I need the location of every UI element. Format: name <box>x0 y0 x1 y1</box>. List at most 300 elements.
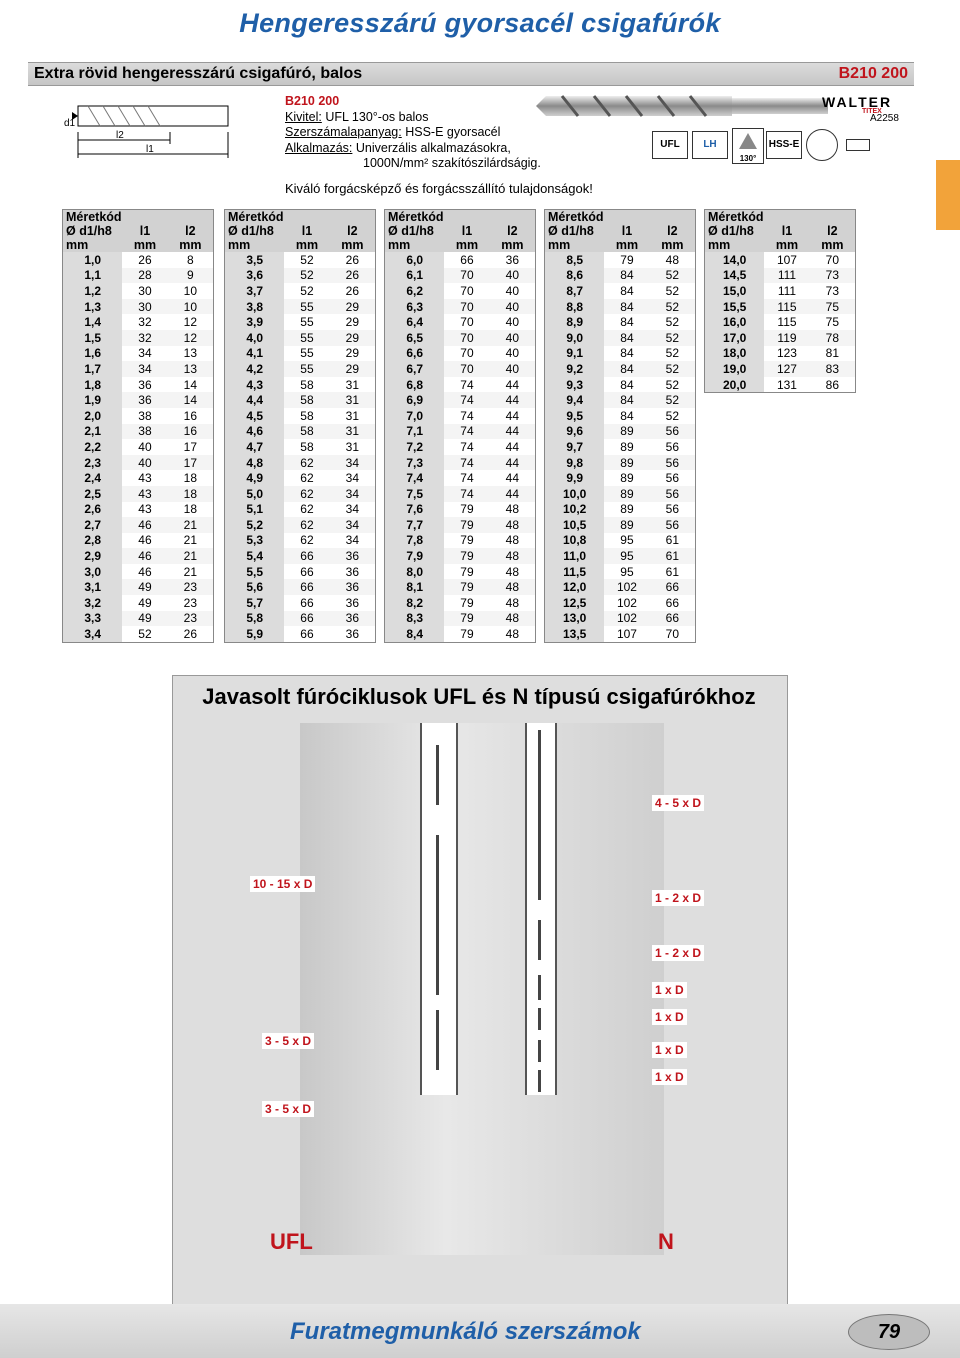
table-row <box>385 377 536 393</box>
table-row <box>225 439 376 455</box>
cell-l2: 56 <box>650 502 696 518</box>
cell-diameter: 6,9 <box>385 392 445 408</box>
table-row <box>63 455 214 471</box>
cell-l2: 52 <box>650 346 696 362</box>
cell-l2: 40 <box>490 314 536 330</box>
header-diameter: Ø d1/h8 <box>705 224 765 238</box>
peck-n-4 <box>538 1008 541 1030</box>
table-row <box>545 424 696 440</box>
cycle-label-j: 3 - 5 x D <box>262 1101 314 1117</box>
header-unit: mm <box>385 238 445 252</box>
cell-l2: 40 <box>490 283 536 299</box>
cell-l1: 79 <box>444 626 489 642</box>
table-row <box>385 626 536 642</box>
cell-l2: 81 <box>810 346 856 362</box>
cell-diameter: 3,3 <box>63 611 123 627</box>
cell-l2: 52 <box>650 392 696 408</box>
cell-l1: 89 <box>604 455 649 471</box>
header-meretkod: Méretkód <box>545 210 696 225</box>
cell-l2: 48 <box>490 502 536 518</box>
cell-l2: 61 <box>650 548 696 564</box>
table-row <box>545 439 696 455</box>
cell-l2: 40 <box>490 299 536 315</box>
header-l1: l1 <box>284 224 329 238</box>
hole-n <box>525 723 557 1095</box>
cell-diameter: 2,2 <box>63 439 123 455</box>
cell-l1: 107 <box>764 252 809 268</box>
cell-diameter: 12,5 <box>545 595 605 611</box>
cell-diameter: 2,5 <box>63 486 123 502</box>
cell-diameter: 17,0 <box>705 330 765 346</box>
cell-l1: 123 <box>764 346 809 362</box>
cell-l2: 29 <box>330 361 376 377</box>
cell-l1: 74 <box>444 424 489 440</box>
tagline: Kiváló forgácsképző és forgácsszállító tulajdonságok! <box>285 181 593 196</box>
cell-l1: 95 <box>604 533 649 549</box>
table-row <box>545 470 696 486</box>
cell-l1: 70 <box>444 361 489 377</box>
strength-value: 1000N/mm² szakítószilárdságig. <box>363 156 541 170</box>
table-row <box>225 564 376 580</box>
cell-l2: 18 <box>168 486 214 502</box>
table-row <box>545 611 696 627</box>
cell-diameter: 3,6 <box>225 268 285 284</box>
cell-diameter: 7,6 <box>385 502 445 518</box>
cell-l2: 14 <box>168 392 214 408</box>
header-unit-l1: mm <box>122 238 167 252</box>
cell-diameter: 4,9 <box>225 470 285 486</box>
cell-l2: 44 <box>490 486 536 502</box>
cell-l1: 111 <box>764 268 809 284</box>
cell-diameter: 8,5 <box>545 252 605 268</box>
cell-diameter: 4,7 <box>225 439 285 455</box>
cell-l2: 13 <box>168 346 214 362</box>
cell-diameter: 11,0 <box>545 548 605 564</box>
cell-diameter: 8,3 <box>385 611 445 627</box>
cell-diameter: 13,0 <box>545 611 605 627</box>
cell-l1: 79 <box>444 611 489 627</box>
cell-l1: 36 <box>122 377 167 393</box>
header-diameter: Ø d1/h8 <box>385 224 445 238</box>
header-diameter: Ø d1/h8 <box>225 224 285 238</box>
table-row <box>705 252 856 268</box>
cell-l2: 23 <box>168 595 214 611</box>
cell-diameter: 6,1 <box>385 268 445 284</box>
table-row <box>63 361 214 377</box>
table-row <box>545 595 696 611</box>
cell-l1: 111 <box>764 283 809 299</box>
cell-l1: 58 <box>284 439 329 455</box>
workpiece <box>300 723 664 1255</box>
cell-diameter: 9,6 <box>545 424 605 440</box>
material-value: HSS-E gyorsacél <box>405 125 501 139</box>
cell-l2: 34 <box>330 455 376 471</box>
section-tab <box>936 160 960 230</box>
cell-diameter: 8,9 <box>545 314 605 330</box>
table-row <box>225 579 376 595</box>
cell-l1: 62 <box>284 517 329 533</box>
table-row <box>385 283 536 299</box>
table-row <box>385 268 536 284</box>
cell-l2: 44 <box>490 439 536 455</box>
cell-diameter: 2,1 <box>63 424 123 440</box>
cell-l2: 26 <box>330 283 376 299</box>
cell-l2: 36 <box>330 611 376 627</box>
cell-l1: 70 <box>444 283 489 299</box>
table-row <box>545 533 696 549</box>
header-l1: l1 <box>444 224 489 238</box>
table-row <box>545 579 696 595</box>
cell-l2: 52 <box>650 268 696 284</box>
cell-l1: 74 <box>444 439 489 455</box>
cell-l2: 73 <box>810 283 856 299</box>
cell-l2: 31 <box>330 408 376 424</box>
cell-l1: 84 <box>604 314 649 330</box>
table-row <box>385 470 536 486</box>
table-row <box>545 392 696 408</box>
cell-l1: 58 <box>284 392 329 408</box>
cell-l1: 46 <box>122 548 167 564</box>
cell-l2: 66 <box>650 595 696 611</box>
cell-diameter: 7,3 <box>385 455 445 471</box>
cell-l1: 131 <box>764 377 809 393</box>
cell-l1: 127 <box>764 361 809 377</box>
cell-l2: 29 <box>330 314 376 330</box>
table-row <box>385 439 536 455</box>
table-row <box>225 424 376 440</box>
table-row <box>385 361 536 377</box>
cell-diameter: 8,8 <box>545 299 605 315</box>
cell-l1: 89 <box>604 424 649 440</box>
cycle-label-i: 1 x D <box>652 1069 687 1085</box>
table-row <box>63 548 214 564</box>
cell-l2: 36 <box>490 252 536 268</box>
table-row <box>63 579 214 595</box>
cell-diameter: 5,1 <box>225 502 285 518</box>
cell-diameter: 9,4 <box>545 392 605 408</box>
cell-diameter: 1,3 <box>63 299 123 315</box>
cell-l2: 36 <box>330 626 376 642</box>
table-row <box>545 252 696 268</box>
cell-diameter: 10,8 <box>545 533 605 549</box>
cell-l2: 52 <box>650 330 696 346</box>
table-row <box>225 346 376 362</box>
cell-l1: 58 <box>284 377 329 393</box>
cell-diameter: 19,0 <box>705 361 765 377</box>
cell-l1: 38 <box>122 424 167 440</box>
point-angle-label: 130° <box>739 154 757 163</box>
table-row <box>225 252 376 268</box>
cell-l2: 48 <box>490 533 536 549</box>
table-row <box>385 346 536 362</box>
header-unit-l1: mm <box>764 238 809 252</box>
table-row <box>545 330 696 346</box>
cell-l1: 70 <box>444 346 489 362</box>
brand-sub: TITEX <box>862 108 882 115</box>
cell-l2: 23 <box>168 611 214 627</box>
d1-label: d1 <box>64 118 76 129</box>
cell-diameter: 4,3 <box>225 377 285 393</box>
product-code: B210 200 <box>838 65 908 82</box>
table-row <box>63 377 214 393</box>
table-row <box>225 392 376 408</box>
table-row <box>63 517 214 533</box>
size-table <box>62 209 214 643</box>
size-table <box>224 209 376 643</box>
cell-l1: 89 <box>604 439 649 455</box>
cell-diameter: 1,9 <box>63 392 123 408</box>
cell-l1: 52 <box>284 252 329 268</box>
cell-l2: 48 <box>490 564 536 580</box>
cell-diameter: 5,9 <box>225 626 285 642</box>
cell-l1: 52 <box>122 626 167 642</box>
product-name: Extra rövid hengeresszárú csigafúró, balos <box>34 65 363 82</box>
cell-l1: 32 <box>122 314 167 330</box>
table-row <box>385 252 536 268</box>
table-row <box>385 533 536 549</box>
cell-diameter: 15,5 <box>705 299 765 315</box>
header-l2: l2 <box>490 224 536 238</box>
cell-l2: 13 <box>168 361 214 377</box>
table-row <box>225 330 376 346</box>
cell-l2: 29 <box>330 299 376 315</box>
cell-l1: 84 <box>604 377 649 393</box>
l1-label: l1 <box>146 144 154 155</box>
cell-l1: 55 <box>284 361 329 377</box>
cell-l2: 70 <box>810 252 856 268</box>
header-l1: l1 <box>764 224 809 238</box>
cell-l1: 84 <box>604 330 649 346</box>
cell-l2: 8 <box>168 252 214 268</box>
cell-l1: 66 <box>284 626 329 642</box>
cell-l1: 34 <box>122 346 167 362</box>
size-table <box>384 209 536 643</box>
cell-l2: 36 <box>330 548 376 564</box>
table-row <box>225 502 376 518</box>
table-row <box>705 330 856 346</box>
page-title: Hengeresszárú gyorsacél csigafúrók <box>239 8 721 38</box>
size-table <box>544 209 696 643</box>
cycle-label-g: 3 - 5 x D <box>262 1033 314 1049</box>
cell-l2: 40 <box>490 361 536 377</box>
cell-diameter: 4,8 <box>225 455 285 471</box>
header-unit-l1: mm <box>284 238 329 252</box>
cell-l1: 66 <box>444 252 489 268</box>
cell-diameter: 1,5 <box>63 330 123 346</box>
cycle-label-c: 1 - 2 x D <box>652 890 704 906</box>
cell-l2: 34 <box>330 486 376 502</box>
cell-l2: 26 <box>330 252 376 268</box>
cell-l1: 58 <box>284 408 329 424</box>
peck-n-6 <box>538 1070 541 1092</box>
table-row <box>63 424 214 440</box>
table-row <box>63 470 214 486</box>
table-row <box>545 346 696 362</box>
table-row <box>63 408 214 424</box>
header-l1: l1 <box>122 224 167 238</box>
cell-l1: 46 <box>122 517 167 533</box>
cell-diameter: 5,5 <box>225 564 285 580</box>
cell-l2: 16 <box>168 408 214 424</box>
hss-e-icon: HSS-E <box>766 131 802 159</box>
cell-l2: 34 <box>330 517 376 533</box>
cell-l1: 79 <box>444 533 489 549</box>
header-unit: mm <box>545 238 605 252</box>
table-row <box>385 579 536 595</box>
cell-l1: 28 <box>122 268 167 284</box>
cell-diameter: 6,3 <box>385 299 445 315</box>
cell-l1: 84 <box>604 283 649 299</box>
table-row <box>63 533 214 549</box>
application-value: Univerzális alkalmazásokra, <box>355 140 511 155</box>
table-row <box>63 439 214 455</box>
cell-l2: 56 <box>650 517 696 533</box>
cell-l1: 40 <box>122 439 167 455</box>
cell-l2: 75 <box>810 299 856 315</box>
cell-diameter: 6,4 <box>385 314 445 330</box>
cell-diameter: 5,7 <box>225 595 285 611</box>
header-unit-l2: mm <box>490 238 536 252</box>
table-row <box>545 626 696 642</box>
header-unit-l2: mm <box>650 238 696 252</box>
hole-ufl <box>420 723 458 1095</box>
cell-l2: 21 <box>168 564 214 580</box>
cell-diameter: 7,5 <box>385 486 445 502</box>
cell-l1: 84 <box>604 392 649 408</box>
cell-l1: 55 <box>284 330 329 346</box>
cell-l1: 119 <box>764 330 809 346</box>
header-l2: l2 <box>330 224 376 238</box>
cell-l2: 44 <box>490 470 536 486</box>
cell-diameter: 5,3 <box>225 533 285 549</box>
cell-diameter: 6,5 <box>385 330 445 346</box>
product-bar <box>28 62 914 86</box>
cell-l1: 46 <box>122 533 167 549</box>
header-meretkod: Méretkód <box>225 210 376 225</box>
cell-l1: 102 <box>604 579 649 595</box>
cell-diameter: 1,6 <box>63 346 123 362</box>
table-row <box>385 392 536 408</box>
cell-l2: 26 <box>330 268 376 284</box>
table-row <box>385 314 536 330</box>
header-diameter: Ø d1/h8 <box>63 224 123 238</box>
cycle-label-h: 1 x D <box>652 1042 687 1058</box>
cycle-label-e: 1 x D <box>652 982 687 998</box>
cell-diameter: 9,5 <box>545 408 605 424</box>
cell-l2: 23 <box>168 579 214 595</box>
cell-l1: 70 <box>444 268 489 284</box>
table-row <box>63 611 214 627</box>
table-row <box>705 283 856 299</box>
table-row <box>225 361 376 377</box>
cell-l1: 84 <box>604 408 649 424</box>
header-l2: l2 <box>810 224 856 238</box>
cell-l1: 52 <box>284 283 329 299</box>
table-row <box>63 486 214 502</box>
table-row <box>225 283 376 299</box>
cell-diameter: 7,1 <box>385 424 445 440</box>
cell-diameter: 13,5 <box>545 626 605 642</box>
cell-diameter: 8,1 <box>385 579 445 595</box>
cell-diameter: 15,0 <box>705 283 765 299</box>
table-row <box>225 299 376 315</box>
page-number: 79 <box>848 1314 930 1350</box>
header-unit: mm <box>705 238 765 252</box>
ufl-type-label: UFL <box>270 1229 313 1254</box>
header-meretkod: Méretkód <box>705 210 856 225</box>
drill-drawing <box>58 96 248 166</box>
cell-l1: 34 <box>122 361 167 377</box>
table-row <box>225 455 376 471</box>
cell-l1: 62 <box>284 533 329 549</box>
header-l2: l2 <box>650 224 696 238</box>
cell-l2: 48 <box>490 626 536 642</box>
cell-l1: 66 <box>284 579 329 595</box>
cell-diameter: 1,2 <box>63 283 123 299</box>
cell-l2: 52 <box>650 377 696 393</box>
cell-l1: 36 <box>122 392 167 408</box>
application-label: Alkalmazás: <box>285 140 353 155</box>
cell-diameter: 8,0 <box>385 564 445 580</box>
table-row <box>225 314 376 330</box>
table-row <box>545 548 696 564</box>
cell-l2: 34 <box>330 470 376 486</box>
header-diameter: Ø d1/h8 <box>545 224 605 238</box>
cell-l1: 79 <box>444 502 489 518</box>
cell-l2: 52 <box>650 283 696 299</box>
shank-side-icon <box>846 139 870 151</box>
table-row <box>63 299 214 315</box>
cell-l2: 10 <box>168 299 214 315</box>
cell-l2: 34 <box>330 533 376 549</box>
cell-l1: 70 <box>444 330 489 346</box>
table-row <box>545 283 696 299</box>
cell-l2: 66 <box>650 579 696 595</box>
table-row <box>385 486 536 502</box>
table-row <box>545 455 696 471</box>
cell-diameter: 3,1 <box>63 579 123 595</box>
cell-l1: 49 <box>122 595 167 611</box>
drill-photo <box>532 86 832 126</box>
cell-l1: 84 <box>604 361 649 377</box>
header-l1: l1 <box>604 224 649 238</box>
n-type-label: N <box>658 1229 674 1254</box>
cell-diameter: 2,7 <box>63 517 123 533</box>
cell-l1: 79 <box>444 595 489 611</box>
table-row <box>385 502 536 518</box>
cell-l1: 95 <box>604 564 649 580</box>
ufl-icon: UFL <box>652 131 688 159</box>
cell-l2: 18 <box>168 502 214 518</box>
cell-l1: 66 <box>284 611 329 627</box>
cell-diameter: 14,0 <box>705 252 765 268</box>
header-unit-l1: mm <box>444 238 489 252</box>
cell-diameter: 2,0 <box>63 408 123 424</box>
cell-l1: 43 <box>122 470 167 486</box>
cell-diameter: 2,8 <box>63 533 123 549</box>
cell-l2: 10 <box>168 283 214 299</box>
cell-l2: 44 <box>490 408 536 424</box>
cell-l1: 102 <box>604 595 649 611</box>
cell-diameter: 9,1 <box>545 346 605 362</box>
reference-code: A2258 <box>870 113 899 124</box>
cell-l2: 29 <box>330 330 376 346</box>
cell-l1: 84 <box>604 346 649 362</box>
table-row <box>385 455 536 471</box>
drilling-cycles-title: Javasolt fúróciklusok UFL és N típusú csigafúrókhoz <box>202 684 756 709</box>
cell-l1: 46 <box>122 564 167 580</box>
cell-diameter: 18,0 <box>705 346 765 362</box>
